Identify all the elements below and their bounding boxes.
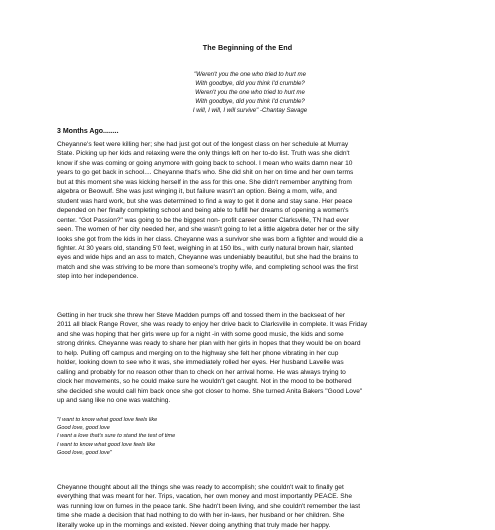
body-paragraph	[57, 483, 441, 530]
paragraph-line: time she made a decision that had nothing to do with her in-laws, her husband or her children. She	[57, 512, 345, 520]
lyric-line: I want to know what good love feels like	[57, 441, 156, 448]
paragraph-line: looks she got from the kids in her class. Cheyanne was a survivor she was born a fighter and would die a	[57, 235, 364, 243]
paragraph-line: calling and probably for no reason other than to check on her arrival home. He was always trying to	[57, 368, 346, 376]
body-paragraph	[57, 140, 441, 282]
paragraph-line: match and she was striving to be more than someone's trophy wife, and completing school was the first	[57, 263, 359, 271]
epigraph-line: I will, I will, I will survive" -Chantay Savage	[192, 106, 308, 114]
paragraph-line: step into her independence.	[57, 273, 139, 281]
paragraph-line: holder, looking down to see who it was, she immediately rolled her eyes. Her husband Lavelle was	[57, 359, 344, 367]
paragraph-line: to help. Pulling off campus and merging on to the highway she felt her phone vibrating in her cup	[57, 349, 339, 357]
paragraph-line: up and sang like no one was watching.	[57, 397, 171, 405]
epigraph-line: "Weren't you the one who tried to hurt me	[194, 71, 306, 78]
paragraph-line: Cheyanne's feet were killing her; she had just got out of the longest class on her schedule at Murray	[57, 141, 349, 148]
document-title: The Beginning of the End	[202, 43, 293, 52]
epigraph-line: With goodbye, did you think I'd crumble?	[195, 97, 305, 105]
lyric-line: "I want to know what good love feels like	[57, 417, 158, 423]
paragraph-line: eyes and wide hips and an ass to match, Cheyanne was undeniably beautiful, but she had the brains to	[57, 254, 359, 262]
section-heading: 3 Months Ago........	[57, 128, 119, 135]
epigraph-line: Weren't you the one who tried to hurt me	[195, 88, 305, 96]
paragraph-line: but at this moment she was kicking herself in the ass for this one. She didn't remember anything from	[57, 178, 352, 186]
lyric-line: Good love, good love	[57, 425, 110, 432]
paragraph-line: clock her movements, so he could make sure he wouldn't get caught. Not in the mood to be bothered	[57, 378, 352, 386]
lyric-line: Good love, good love"	[57, 449, 112, 456]
paragraph-line: algebra or Beowulf. She was just winging it, but failure wasn't an option. Being a mom, wife, and	[57, 188, 337, 196]
paragraph-line: State. Picking up her kids and relaxing were the only things left on her to-do list. Truth was she didn't	[57, 150, 350, 158]
paragraph-line: depended on her finally completing school and being able to fulfill her dreams of opening a women's	[57, 207, 349, 215]
paragraph-line: everything that was meant for her. Trips, vacation, her own money and most importantly PEACE. She	[57, 493, 353, 501]
epigraph-line: With goodbye, did you think I'd crumble?	[195, 79, 305, 87]
paragraph-line: Cheyanne thought about all the things she was ready to accomplish; she couldn't wait to finally get	[57, 484, 344, 491]
paragraph-line: strong drinks. Cheyanne was ready to share her plan with her girls in hopes that they would be on board	[57, 340, 361, 348]
song-lyrics	[57, 416, 175, 457]
paragraph-line: years to go get back in school.... Cheyanne that's who. She did shit on her on time and her own terms	[57, 169, 354, 177]
body-paragraph	[57, 311, 441, 406]
paragraph-line: student was hard work, but she was determined to find a way to get it done and stay sane. Her peace	[57, 197, 353, 205]
paragraph-line: she decided she would call him back once she got closer to home. She turned Anita Bakers "Good Love"	[57, 387, 363, 395]
paragraph-line: literally woke up in the mornings and existed. Never doing anything that truly made her happy.	[57, 521, 331, 529]
paragraph-line: seen. The women of her city needed her, and she wasn't going to let a little algebra deter her or the silly	[57, 226, 359, 234]
paragraph-line: was running low on fumes in the peace tank. She hadn't been living, and she couldn't remember the last	[57, 502, 361, 510]
epigraph	[170, 71, 330, 116]
paragraph-line: Getting in her truck she threw her Steve Madden pumps off and tossed them in the backseat of her	[57, 312, 345, 319]
paragraph-line: center. "Got Passion?" was going to be the biggest non- profit career center Clarksville, TN had ever	[57, 216, 349, 224]
paragraph-line: 2011 all black Range Rover, she was ready to enjoy her drive back to Clarksville in complete. It was Friday	[57, 321, 368, 329]
paragraph-line: know if she was coming or going anymore with going back to school. I mean who waits damn near 10	[57, 159, 353, 167]
paragraph-line: fighter. At 30 years old, standing 5'0 feet, weighing in at 150 lbs., with curly natural brown hair, slanted	[57, 244, 354, 252]
lyric-line: I want a love that's sure to stand the test of time	[57, 433, 176, 440]
paragraph-line: and she was hoping that her girls were up for a night -in with some good music, the kids and some	[57, 330, 344, 338]
